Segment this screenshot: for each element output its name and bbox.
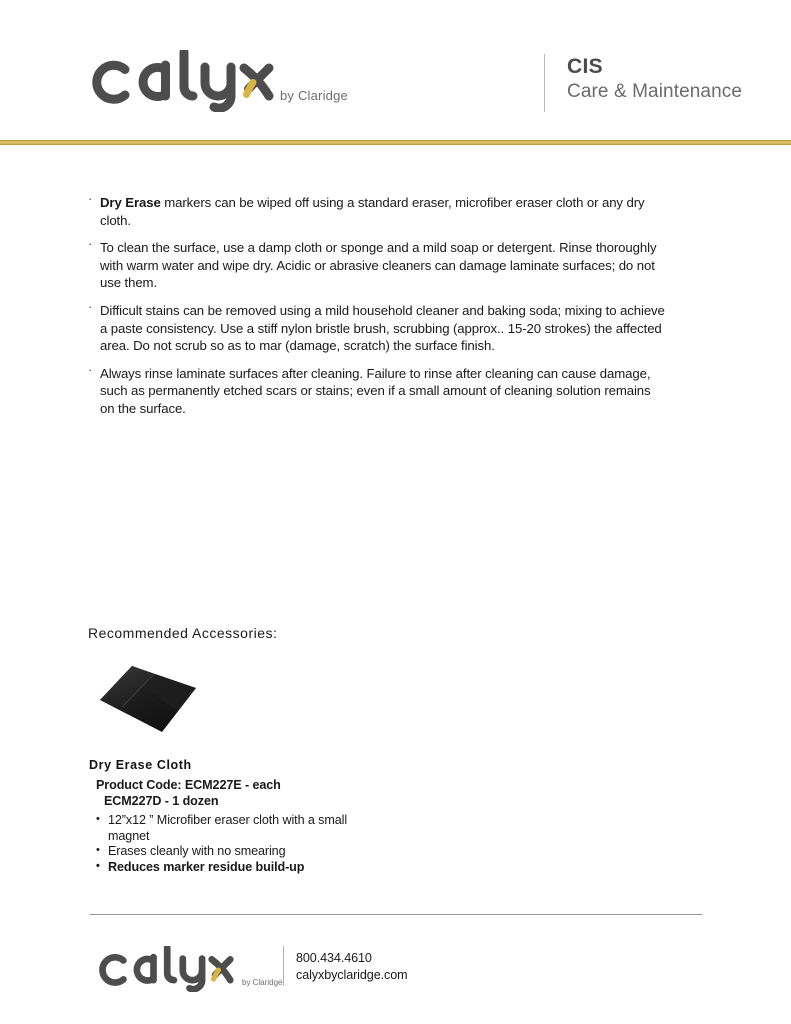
calyx-logo-icon [88,50,274,112]
instruction-text: To clean the surface, use a damp cloth or sponge and a mild soap or detergent. Rinse thoroughly with warm water and wipe dry. Acidic or abrasive cleaners can damage laminate surfaces; do not use them. [100,240,657,291]
page-header [0,0,791,140]
list-item [88,194,668,229]
list-item [88,239,668,292]
recommended-accessories-heading: Recommended Accessories: [88,625,278,641]
care-instructions-list [88,194,668,428]
dry-erase-cloth-photo [92,658,204,742]
list-item: • 12”x12 ” Microfiber eraser cloth with a small magnet [96,813,356,844]
product-code-block [96,778,281,809]
list-item [88,365,668,418]
list-item: • Reduces marker residue build-up [96,860,356,876]
footer-divider-rule [90,914,702,915]
product-name: Dry Erase Cloth [89,758,192,772]
instruction-text: Difficult stains can be removed using a mild household cleaner and baking soda; mixing to achieve a paste consistency. Use a stiff nylon bristle brush, scrubbing (approx.. 15-20 strokes) the affected area. Do not scrub so as to mar (damage, scratch) the surface finish. [100,302,665,354]
instruction-text: Always rinse laminate surfaces after cleaning. Failure to rinse after cleaning can cause damage, such as permanently etched scars or stains; even if a small amount of cleaning solution remains on the surface. [100,365,651,416]
product-feature-list [96,813,356,875]
footer-brand-byline: by Claridge [242,978,283,987]
list-item [88,302,668,355]
page-subtitle: Care & Maintenance [567,81,743,102]
list-item: • Erases cleanly with no smearing [96,844,356,860]
product-code-line-2: ECM227D - 1 dozen [104,793,219,808]
footer-brand-logo [92,946,282,992]
page-title: CIS [567,55,603,78]
footer-contact-info [296,950,408,983]
instruction-text: markers can be wiped off using a standard eraser, microfiber eraser cloth or any dry cloth. [100,195,645,228]
instruction-lead: Dry Erase [100,195,161,210]
footer-website[interactable]: calyxbyclaridge.com [296,967,408,982]
calyx-logo-icon [92,946,238,992]
brand-byline: by Claridge [280,88,348,103]
brand-logo [88,50,348,112]
page-footer [0,936,791,1006]
footer-phone: 800.434.4610 [296,951,372,965]
footer-vertical-divider [283,946,284,986]
header-document-label [544,54,742,112]
header-gold-divider [0,140,791,145]
product-code-line-1: Product Code: ECM227E - each [96,778,281,792]
